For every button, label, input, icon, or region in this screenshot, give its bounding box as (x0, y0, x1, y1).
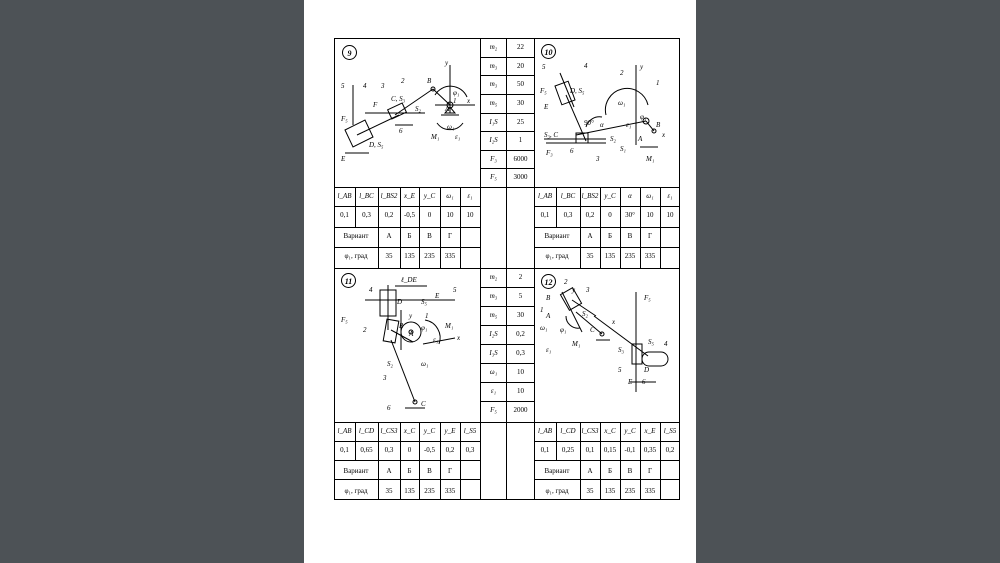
variant-letter: Б (407, 232, 412, 240)
mechanism-diagram-9 (335, 55, 480, 185)
param-name: I₁S (489, 118, 498, 126)
param-header: l_AB (337, 192, 352, 200)
grid-line (506, 38, 507, 500)
phi-value: 135 (404, 487, 415, 495)
label-5: 5 (341, 82, 345, 90)
label-E: E (341, 155, 346, 163)
variant-letter: В (627, 467, 633, 475)
param-name: m₂ (489, 273, 498, 281)
variant-letter: В (427, 467, 432, 475)
label-F3: F₃ (546, 149, 553, 157)
label-F5: F₅ (341, 115, 348, 123)
param-header: ε₁ (667, 192, 673, 200)
grid-line (480, 38, 481, 500)
label-omega: ω₁ (421, 360, 429, 368)
phi-label: φ₁, град (344, 252, 368, 260)
param-value: 0,1 (585, 446, 595, 454)
label-5: 5 (618, 366, 622, 374)
param-value: 0 (427, 211, 432, 219)
grid-line (534, 479, 680, 480)
param-header: y_C (604, 192, 616, 200)
grid-line (480, 168, 534, 169)
phi-value: 35 (586, 252, 594, 260)
param-header: y_C (423, 192, 436, 200)
param-value: 0 (608, 211, 612, 219)
label-y: y (445, 59, 449, 67)
param-name: I₃S (489, 349, 498, 357)
grid-line (480, 287, 534, 288)
label-E: E (544, 103, 549, 111)
phi-value: 235 (424, 487, 435, 495)
variant-letter: В (427, 232, 432, 240)
phi-label: φ₁, град (545, 487, 569, 495)
grid-line (480, 75, 534, 76)
param-value: 10 (517, 387, 524, 395)
param-header: α (628, 192, 632, 200)
label-B: B (399, 322, 404, 330)
label-A: A (638, 135, 643, 143)
phi-value: 135 (604, 252, 616, 260)
grid-line (480, 382, 534, 383)
param-value: 0,65 (360, 446, 373, 454)
label-x: x (612, 318, 616, 326)
variant-letter: Б (607, 467, 613, 475)
label-2: 2 (363, 326, 367, 334)
param-value: 10 (666, 211, 674, 219)
phi-value: 235 (624, 252, 636, 260)
label-S3: S₃ (618, 346, 624, 354)
param-header: x_E (404, 192, 415, 200)
label-2: 2 (620, 69, 624, 77)
param-value: 20 (517, 62, 524, 70)
label-1: 1 (540, 306, 544, 314)
grid-line (334, 227, 480, 228)
label-4: 4 (369, 286, 373, 294)
label-S2: S₂ (415, 105, 421, 113)
variant-letter: В (627, 232, 633, 240)
label-1: 1 (656, 79, 660, 87)
label-A: A (445, 105, 450, 113)
param-value: 3000 (513, 173, 528, 181)
phi-value: 135 (604, 487, 616, 495)
grid-line (480, 422, 534, 423)
grid-line (480, 187, 534, 188)
label-D: D (397, 298, 403, 306)
param-header: y_C (423, 427, 436, 435)
label-E: E (435, 292, 440, 300)
param-header: l_S5 (663, 427, 677, 435)
label-x: x (662, 131, 666, 139)
param-value: 10 (517, 368, 524, 376)
param-value: 0,3 (563, 211, 573, 219)
phi-label: φ₁, град (344, 487, 368, 495)
param-name: m₂ (489, 43, 498, 51)
label-E1: ε₁ (626, 121, 632, 129)
label-4: 4 (664, 340, 668, 348)
phi-value: 235 (624, 487, 636, 495)
label-M1: M₁ (445, 322, 454, 330)
param-header: l_CS3 (581, 427, 599, 435)
param-value: 0,1 (540, 446, 550, 454)
grid-line (534, 247, 680, 248)
variant-label: Вариант (343, 467, 369, 475)
param-value: 10 (466, 211, 474, 219)
variant-number-11: 11 (341, 273, 356, 288)
param-value: 10 (646, 211, 654, 219)
param-value: 0,3 (384, 446, 394, 454)
label-S1: S₁ (620, 145, 626, 153)
param-value: 0,35 (643, 446, 657, 454)
param-header: x_C (403, 427, 416, 435)
variant-label: Вариант (343, 232, 369, 240)
param-header: y_C (624, 427, 636, 435)
phi-label: φ₁, град (545, 252, 569, 260)
param-header: l_AB (538, 427, 552, 435)
param-header: l_S5 (463, 427, 477, 435)
phi-value: 135 (404, 252, 415, 260)
grid-line (534, 460, 680, 461)
param-value: 1 (518, 136, 523, 144)
param-value: 6000 (513, 155, 528, 163)
label-F5: F₅ (341, 316, 348, 324)
grid-line (480, 325, 534, 326)
param-value: 0,2 (516, 330, 525, 338)
param-value: 25 (517, 118, 524, 126)
label-E: E (628, 378, 633, 386)
label-B: B (427, 77, 432, 85)
label-6: 6 (570, 147, 574, 155)
phi-value: 335 (444, 252, 456, 260)
label-E1: ε₁ (455, 133, 461, 141)
grid-line (480, 38, 534, 39)
variant-letter: Г (647, 232, 653, 240)
param-name: m₃ (489, 292, 498, 300)
label-E1: ε₁ (433, 336, 439, 344)
label-S3C: S₃, C (544, 131, 559, 139)
param-value: -0,5 (423, 446, 436, 454)
grid-line (480, 363, 534, 364)
variant-letter: А (587, 232, 593, 240)
param-value: 22 (517, 43, 524, 51)
grid-line (480, 344, 534, 345)
grid-line (480, 113, 534, 114)
label-5: 5 (542, 63, 546, 71)
param-value: 0,1 (340, 446, 349, 454)
label-1: 1 (425, 312, 429, 320)
label-S2: S₂ (610, 135, 616, 143)
param-header: l_BS2 (380, 192, 398, 200)
label-phi1: φ₁ (560, 326, 567, 334)
label-F5: F₅ (644, 294, 651, 302)
grid-line (480, 401, 534, 402)
label-6: 6 (399, 127, 403, 135)
label-B: B (546, 294, 551, 302)
param-name: m₅ (489, 99, 498, 107)
mechanism-diagram-12 (536, 272, 680, 412)
label-M1: M₁ (572, 340, 581, 348)
param-value: 0,1 (340, 211, 349, 219)
param-header: y_E (444, 427, 456, 435)
param-value: 2000 (513, 406, 528, 414)
grid-line (534, 227, 680, 228)
label-3: 3 (586, 286, 590, 294)
grid-line (480, 268, 534, 269)
grid-line (480, 131, 534, 132)
label-3: 3 (383, 374, 387, 382)
param-header: l_AB (337, 427, 352, 435)
param-header: l_BC (359, 192, 374, 200)
variant-letter: А (386, 467, 392, 475)
param-header: l_CD (358, 427, 375, 435)
param-name: F₅ (490, 173, 497, 181)
param-header: l_CD (560, 427, 576, 435)
param-name: F₅ (490, 406, 497, 414)
label-M1: M₁ (646, 155, 655, 163)
label-phi1: φ₁ (453, 89, 460, 97)
param-header: ω₁ (446, 192, 454, 200)
label-S5: S₅ (421, 298, 427, 306)
label-phi1: φ₁ (421, 324, 428, 332)
grid-line (480, 94, 534, 95)
param-value: 0,1 (540, 211, 550, 219)
label-2: 2 (564, 278, 568, 286)
param-name: I₂S (489, 136, 498, 144)
grid-line (480, 57, 534, 58)
param-value: -0,1 (624, 446, 636, 454)
phi-value: 35 (586, 487, 594, 495)
param-header: ε₁ (467, 192, 473, 200)
label-1: 1 (453, 97, 457, 105)
grid-line (460, 460, 461, 500)
label-omega: ω₁ (540, 324, 548, 332)
param-name: ω₁ (489, 368, 498, 376)
param-header: l_AB (538, 192, 552, 200)
mechanism-diagram-11 (335, 270, 480, 420)
param-name: m₅ (489, 311, 498, 319)
label-E1: ε₁ (546, 346, 552, 354)
param-value: 0,2 (665, 446, 675, 454)
variant-letter: А (386, 232, 392, 240)
grid-line (334, 479, 480, 480)
grid-line (660, 460, 661, 500)
phi-value: 335 (444, 487, 456, 495)
variant-letter: Г (447, 467, 453, 475)
label-S5: S₅ (648, 338, 654, 346)
label-lDE: ℓ_DE (401, 276, 417, 284)
label-6: 6 (387, 404, 391, 412)
param-value: 2 (518, 273, 523, 281)
label-M1: M₁ (431, 133, 440, 141)
param-header: ω₁ (646, 192, 654, 200)
label-S2: S₂ (582, 310, 588, 318)
label-4: 4 (584, 62, 588, 70)
label-A: A (409, 330, 414, 338)
label-D: D, S₅ (369, 141, 384, 149)
label-phi1: φ₁ (640, 113, 647, 121)
variant-label: Вариант (544, 232, 570, 240)
label-F: F (373, 101, 378, 109)
variant-letter: А (587, 467, 593, 475)
param-value: 0,3 (362, 211, 371, 219)
param-header: x_C (604, 427, 616, 435)
phi-value: 335 (644, 252, 656, 260)
param-name: ε₁ (490, 387, 497, 395)
label-4: 4 (363, 82, 367, 90)
label-y: y (572, 286, 576, 294)
param-value: 0,2 (585, 211, 595, 219)
param-name: F₃ (490, 155, 497, 163)
phi-value: 35 (385, 252, 393, 260)
phi-value: 335 (644, 487, 656, 495)
label-alpha: α (600, 121, 604, 129)
label-x: x (457, 334, 461, 342)
label-omega: ω₁ (447, 123, 455, 131)
variant-number-9: 9 (342, 45, 357, 60)
param-value: 0,3 (465, 446, 475, 454)
param-value: 0,2 (445, 446, 455, 454)
param-value: 0 (407, 446, 412, 454)
label-y: y (409, 312, 413, 320)
variant-letter: Б (407, 467, 412, 475)
param-value: 0,3 (516, 349, 525, 357)
mechanism-diagram-10 (536, 55, 680, 185)
label-90: 90° (584, 119, 594, 127)
param-value: 30° (625, 211, 635, 219)
phi-value: 235 (424, 252, 435, 260)
label-S2: S₂ (387, 360, 393, 368)
param-name: m₃ (489, 80, 498, 88)
grid-line (334, 247, 480, 248)
variant-letter: Б (607, 232, 613, 240)
variant-letter: Г (447, 232, 453, 240)
label-6: 6 (642, 378, 646, 386)
param-value: 30 (517, 311, 524, 319)
param-header: x_E (644, 427, 656, 435)
param-value: 0,2 (384, 211, 394, 219)
label-A: A (546, 312, 551, 320)
label-F5: F₅ (540, 87, 547, 95)
grid-line (334, 460, 480, 461)
variant-number-10: 10 (541, 44, 556, 59)
label-3: 3 (381, 82, 385, 90)
param-name: m₃ (489, 62, 498, 70)
param-value: 0,15 (603, 446, 617, 454)
param-value: 0,25 (561, 446, 575, 454)
label-D: D (644, 366, 650, 374)
param-value: 50 (517, 80, 524, 88)
label-C: C (590, 326, 595, 334)
label-5: 5 (453, 286, 457, 294)
label-D: D, S₅ (570, 87, 585, 95)
grid-line (480, 150, 534, 151)
label-B: B (656, 121, 661, 129)
param-header: l_CS3 (380, 427, 398, 435)
grid-line (460, 227, 461, 268)
label-C: C, S₃ (391, 95, 406, 103)
param-header: l_BS2 (581, 192, 599, 200)
param-value: 10 (446, 211, 454, 219)
param-name: I₂S (489, 330, 498, 338)
param-value: 30 (517, 99, 524, 107)
label-3: 3 (596, 155, 600, 163)
param-value: 5 (518, 292, 523, 300)
label-y: y (640, 63, 644, 71)
variant-label: Вариант (544, 467, 570, 475)
param-value: -0,5 (403, 211, 416, 219)
param-header: l_BC (560, 192, 576, 200)
variant-number-12: 12 (541, 274, 556, 289)
label-2: 2 (401, 77, 405, 85)
label-x: x (467, 97, 471, 105)
label-C: C (421, 400, 426, 408)
grid-line (480, 306, 534, 307)
phi-value: 35 (385, 487, 393, 495)
variant-letter: Г (647, 467, 653, 475)
label-omega: ω₁ (618, 99, 626, 107)
grid-line (660, 227, 661, 268)
